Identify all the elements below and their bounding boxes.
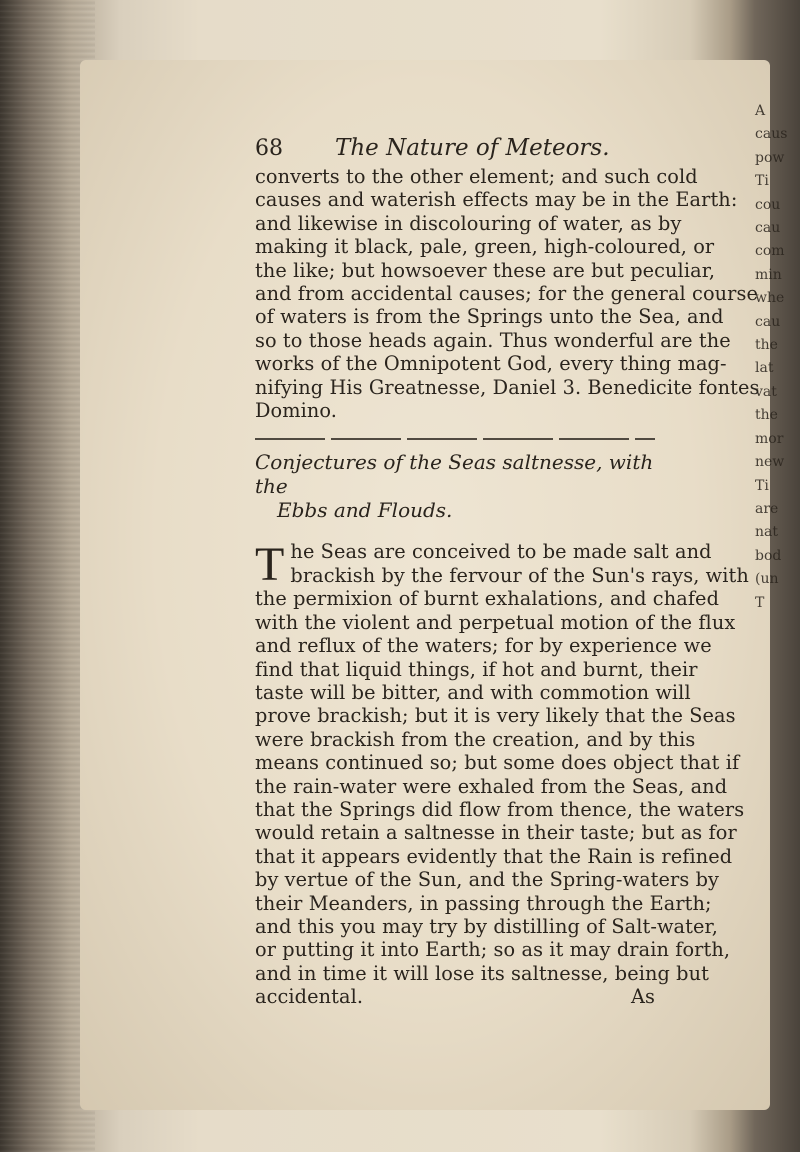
text-line: of waters is from the Springs unto the Sea, and bbox=[255, 305, 724, 329]
drop-cap: T bbox=[255, 538, 285, 592]
fragment: lat bbox=[755, 360, 774, 377]
text-line: and likewise in discolouring of water, as by bbox=[255, 211, 682, 235]
fragment: min bbox=[755, 266, 782, 283]
section-divider bbox=[255, 438, 655, 440]
fragment: mor bbox=[755, 430, 784, 447]
text-line: the rain-water were exhaled from the Seas, and bbox=[255, 774, 728, 798]
running-title: The Nature of Meteors. bbox=[335, 135, 610, 161]
fragment: whe bbox=[755, 290, 785, 307]
section-heading-line-1: Conjectures of the Seas saltnesse, with the bbox=[255, 450, 654, 499]
fragment: the bbox=[755, 337, 778, 354]
section-heading bbox=[255, 450, 655, 522]
paragraph-1 bbox=[255, 165, 760, 423]
text-line: would retain a saltnesse in their taste; but as for bbox=[255, 821, 737, 845]
text-line-last bbox=[255, 985, 655, 1008]
text-line: and in time it will lose its saltnesse, being but bbox=[255, 961, 709, 985]
text-line: the like; but howsoever these are but peculiar, bbox=[255, 258, 716, 282]
text-line: that it appears evidently that the Rain is refined bbox=[255, 844, 733, 868]
text-line: converts to the other element; and such cold bbox=[255, 165, 698, 188]
text-line: by vertue of the Sun, and the Spring-waters by bbox=[255, 868, 720, 892]
text-line: causes and waterish effects may be in the Earth: bbox=[255, 188, 738, 212]
text-line: so to those heads again. Thus wonderful are the bbox=[255, 328, 731, 352]
page-number: 68 bbox=[255, 136, 283, 161]
text-line: nifying His Greatnesse, Daniel 3. Benedicite fontes bbox=[255, 375, 760, 399]
text-line: and reflux of the waters; for by experience we bbox=[255, 634, 712, 658]
text-line: with the violent and perpetual motion of the flux bbox=[255, 610, 736, 634]
last-line-text: accidental. bbox=[255, 985, 364, 1009]
fragment: cau bbox=[755, 313, 781, 330]
fragment: A bbox=[755, 103, 766, 119]
fragment: com bbox=[755, 243, 785, 260]
running-head bbox=[255, 135, 655, 165]
fragment: (un bbox=[755, 571, 779, 588]
text-line: means continued so; but some does object that if bbox=[255, 751, 740, 775]
text-line: prove brackish; but it is very likely that the Seas bbox=[255, 704, 736, 728]
text-line: find that liquid things, if hot and burnt, their bbox=[255, 657, 698, 681]
text-line: and from accidental causes; for the general course bbox=[255, 282, 758, 306]
fragment: bod bbox=[755, 547, 782, 564]
text-line: brackish by the fervour of the Sun's rays, with bbox=[290, 563, 749, 587]
fragment: pow bbox=[755, 149, 785, 166]
catchword: As bbox=[630, 985, 655, 1009]
fragment: T bbox=[755, 594, 765, 611]
fragment: vat bbox=[755, 383, 777, 400]
fragment: nat bbox=[755, 524, 778, 541]
text-line: making it black, pale, green, high-coloured, or bbox=[255, 235, 715, 259]
text-line: works of the Omnipotent God, every thing mag- bbox=[255, 352, 727, 376]
fragment: cau bbox=[755, 220, 781, 237]
fragment: caus bbox=[755, 126, 788, 143]
fragment: are bbox=[755, 500, 779, 517]
section-heading-line-2: Ebbs and Flouds. bbox=[277, 498, 453, 523]
facing-page-fragment bbox=[755, 100, 800, 620]
text-line: were brackish from the creation, and by this bbox=[255, 727, 696, 751]
text-line: the permixion of burnt exhalations, and chafed bbox=[255, 587, 720, 611]
fragment: cou bbox=[755, 196, 781, 213]
page-text-block bbox=[255, 135, 760, 1009]
paragraph-2 bbox=[255, 538, 749, 1009]
fragment: Ti bbox=[755, 173, 769, 190]
text-line: or putting it into Earth; so as it may drain forth, bbox=[255, 938, 731, 962]
text-line: taste will be bitter, and with commotion will bbox=[255, 680, 691, 704]
text-line: that the Springs did flow from thence, the waters bbox=[255, 797, 745, 821]
text-line: and this you may try by distilling of Salt-water, bbox=[255, 914, 718, 938]
fragment: Ti bbox=[755, 477, 769, 494]
text-line: Domino. bbox=[255, 399, 338, 423]
text-line: their Meanders, in passing through the Earth; bbox=[255, 891, 712, 915]
fragment: the bbox=[755, 407, 778, 424]
fragment: new bbox=[755, 454, 785, 471]
text-line: he Seas are conceived to be made salt and bbox=[290, 540, 712, 564]
